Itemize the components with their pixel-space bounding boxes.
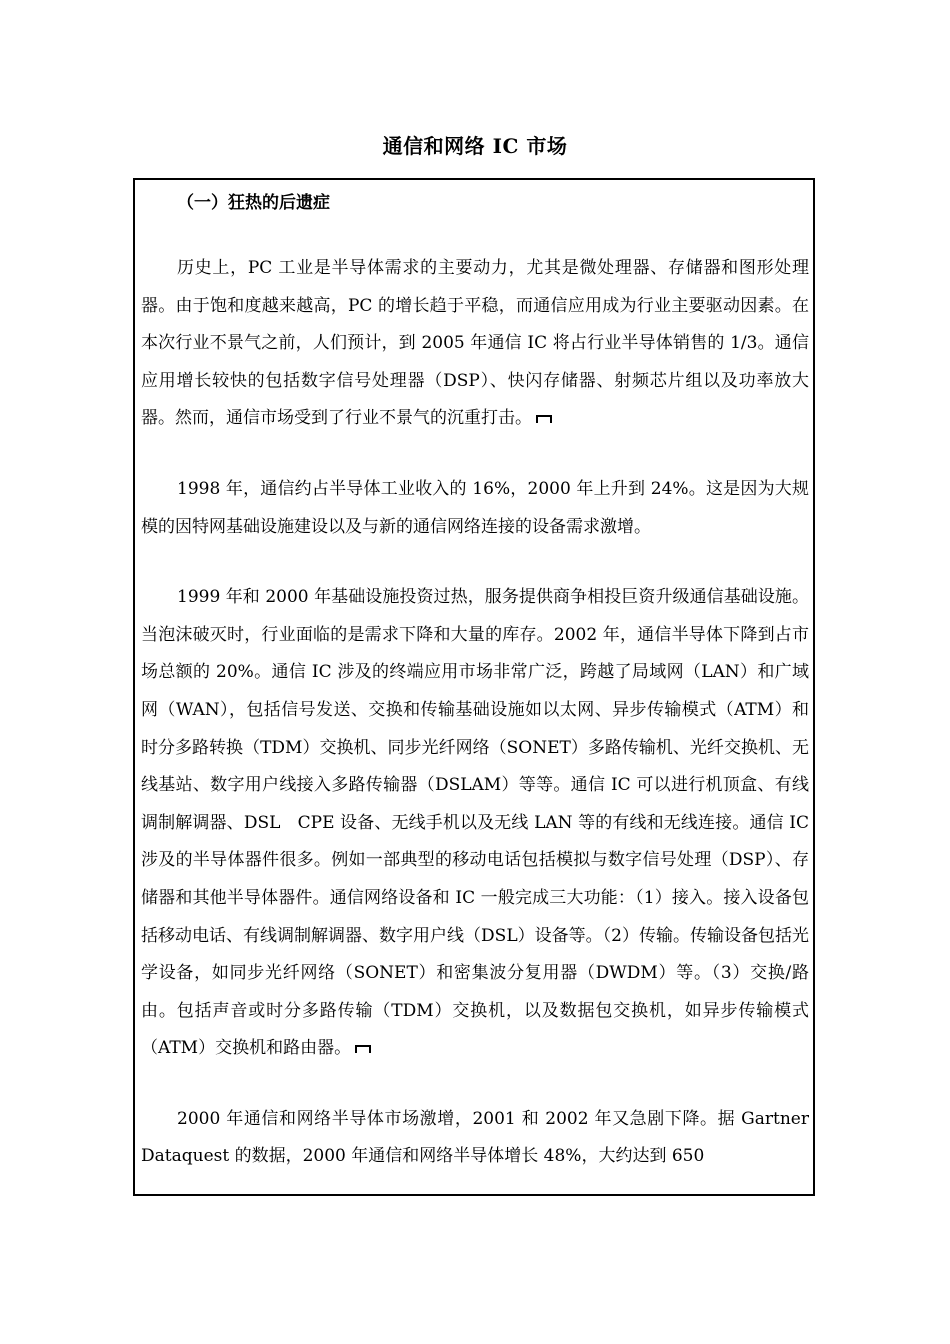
- paragraph-end-mark: [536, 415, 552, 423]
- paragraph-3-text: 1999 年和 2000 年基础设施投资过热，服务提供商争相投巨资升级通信基础设施。当泡沫破灭时，行业面临的是需求下降和大量的库存。2002 年，通信半导体下降到占市场总额的 20%。通信 IC 涉及的终端应用市场非常广泛，跨越了局域网（LAN）和广域网（WAN），包括信号发送、交换和传输基础设施如以太网、异步传输模式（ATM）和时分多路转换（TDM）交换机、同步光纤网络（SONET）多路传输机、光纤交换机、无线基站、数字用户线接入多路传输器（DSLAM）等等。通信 IC 可以进行机顶盒、有线调制解调器、DSL CPE 设备、无线手机以及无线 LAN 等的有线和无线连接。通信 IC 涉及的半导体器件很多。例如一部典型的移动电话包括模拟与数字信号处理（DSP）、存储器和其他半导体器件。通信网络设备和 IC 一般完成三大功能：（1）接入。接入设备包括移动电话、有线调制解调器、数字用户线（DSL）设备等。（2）传输。传输设备包括光学设备，如同步光纤网络（SONET）和密集波分复用器（DWDM）等。（3）交换/路由。包括声音或时分多路传输（TDM）交换机，以及数据包交换机，如异步传输模式（ATM）交换机和路由器。: [141, 587, 809, 1059]
- paragraph-1: [141, 250, 813, 438]
- paragraph-3: [141, 579, 813, 1068]
- content-frame: [133, 178, 826, 1196]
- section-heading: （一）狂热的后遗症: [177, 193, 330, 213]
- content-body: [141, 186, 826, 1176]
- paragraph-4: [141, 1101, 826, 1176]
- paragraph-2-text: 1998 年，通信约占半导体工业收入的 16%，2000 年上升到 24%。这是因为大规模的因特网基础设施建设以及与新的通信网络连接的设备需求激增。: [141, 478, 809, 537]
- paragraph-2: [141, 471, 813, 546]
- paragraph-1-text: 历史上，PC 工业是半导体需求的主要动力，尤其是微处理器、存储器和图形处理器。由于饱和度越来越高，PC 的增长趋于平稳，而通信应用成为行业主要驱动因素。在本次行业不景气之前，人们预计，到 2005 年通信 IC 将占行业半导体销售的 1/3。通信应用增长较快的包括数字信号处理器（DSP）、快闪存储器、射频芯片组以及功率放大器。然而，通信市场受到了行业不景气的沉重打击。: [141, 258, 809, 429]
- paragraph-end-mark: [355, 1045, 371, 1053]
- paragraph-4-text: 2000 年通信和网络半导体市场激增，2001 和 2002 年又急剧下降。据 Gartner Dataquest 的数据，2000 年通信和网络半导体增长 48%，大约达到 650: [141, 1108, 826, 1167]
- document-title: 通信和网络 IC 市场: [382, 134, 568, 158]
